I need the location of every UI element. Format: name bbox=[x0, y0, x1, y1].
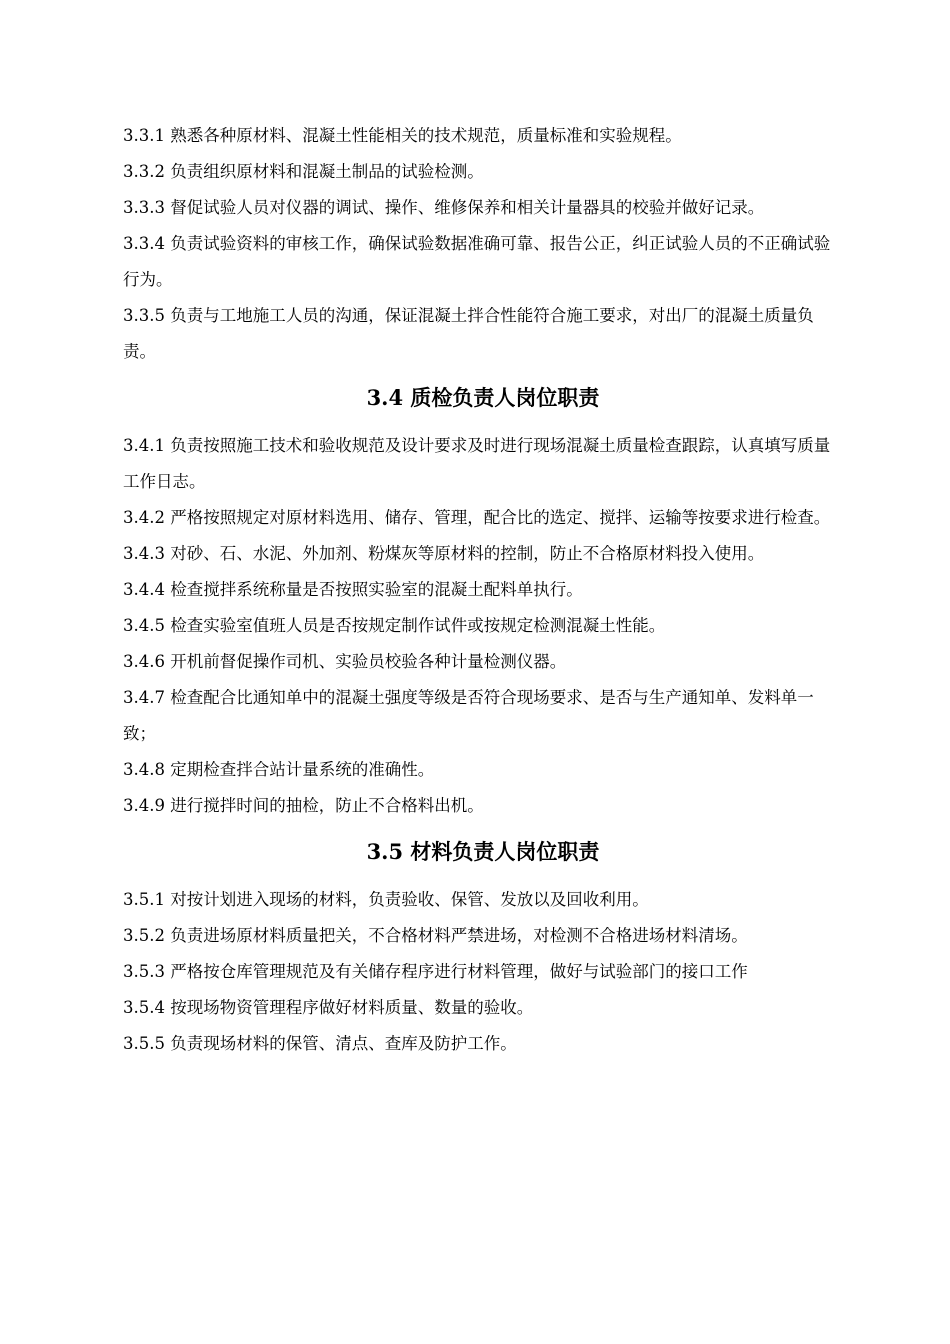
clause-3-3-3: 3.3.3 督促试验人员对仪器的调试、操作、维修保养和相关计量器具的校验并做好记录。 bbox=[123, 198, 765, 217]
clause-3-4-3: 3.4.3 对砂、石、水泥、外加剂、粉煤灰等原材料的控制，防止不合格原材料投入使用。 bbox=[123, 544, 765, 563]
section-3-5 bbox=[123, 824, 843, 1062]
clause-3-5-1: 3.5.1 对按计划进入现场的材料，负责验收、保管、发放以及回收利用。 bbox=[123, 890, 649, 909]
clause-3-5-5: 3.5.5 负责现场材料的保管、清点、查库及防护工作。 bbox=[123, 1034, 517, 1053]
clause-3-4-8: 3.4.8 定期检查拌合站计量系统的准确性。 bbox=[123, 760, 435, 779]
clause-3-3-4: 3.3.4 负责试验资料的审核工作，确保试验数据准确可靠、报告公正，纠正试验人员的不正确试验行为。 bbox=[123, 234, 831, 289]
clause-3-4-4: 3.4.4 检查搅拌系统称量是否按照实验室的混凝土配料单执行。 bbox=[123, 580, 583, 599]
clause-3-5-3: 3.5.3 严格按仓库管理规范及有关储存程序进行材料管理，做好与试验部门的接口工作 bbox=[123, 962, 748, 981]
section-3-4 bbox=[123, 370, 843, 824]
clause-3-3-1: 3.3.1 熟悉各种原材料、混凝土性能相关的技术规范，质量标准和实验规程。 bbox=[123, 126, 682, 145]
section-3-3 bbox=[123, 118, 843, 370]
clause-3-4-2: 3.4.2 严格按照规定对原材料选用、储存、管理，配合比的选定、搅拌、运输等按要求进行检查。 bbox=[123, 508, 831, 527]
clause-3-3-5: 3.3.5 负责与工地施工人员的沟通，保证混凝土拌合性能符合施工要求，对出厂的混凝土质量负责。 bbox=[123, 306, 814, 361]
clause-3-4-7: 3.4.7 检查配合比通知单中的混凝土强度等级是否符合现场要求、是否与生产通知单、发料单一致； bbox=[123, 688, 814, 743]
section-heading-3-4: 3.4 质检负责人岗位职责 bbox=[366, 385, 600, 410]
clause-3-5-4: 3.5.4 按现场物资管理程序做好材料质量、数量的验收。 bbox=[123, 998, 534, 1017]
clause-3-4-5: 3.4.5 检查实验室值班人员是否按规定制作试件或按规定检测混凝土性能。 bbox=[123, 616, 666, 635]
section-heading-3-5: 3.5 材料负责人岗位职责 bbox=[366, 839, 600, 864]
clause-3-5-2: 3.5.2 负责进场原材料质量把关，不合格材料严禁进场，对检测不合格进场材料清场。 bbox=[123, 926, 748, 945]
clause-3-4-1: 3.4.1 负责按照施工技术和验收规范及设计要求及时进行现场混凝土质量检查跟踪，认真填写质量工作日志。 bbox=[123, 436, 831, 491]
clause-3-4-6: 3.4.6 开机前督促操作司机、实验员校验各种计量检测仪器。 bbox=[123, 652, 567, 671]
clause-3-3-2: 3.3.2 负责组织原材料和混凝土制品的试验检测。 bbox=[123, 162, 484, 181]
clause-3-4-9: 3.4.9 进行搅拌时间的抽检，防止不合格料出机。 bbox=[123, 796, 484, 815]
document-page bbox=[123, 118, 843, 1062]
